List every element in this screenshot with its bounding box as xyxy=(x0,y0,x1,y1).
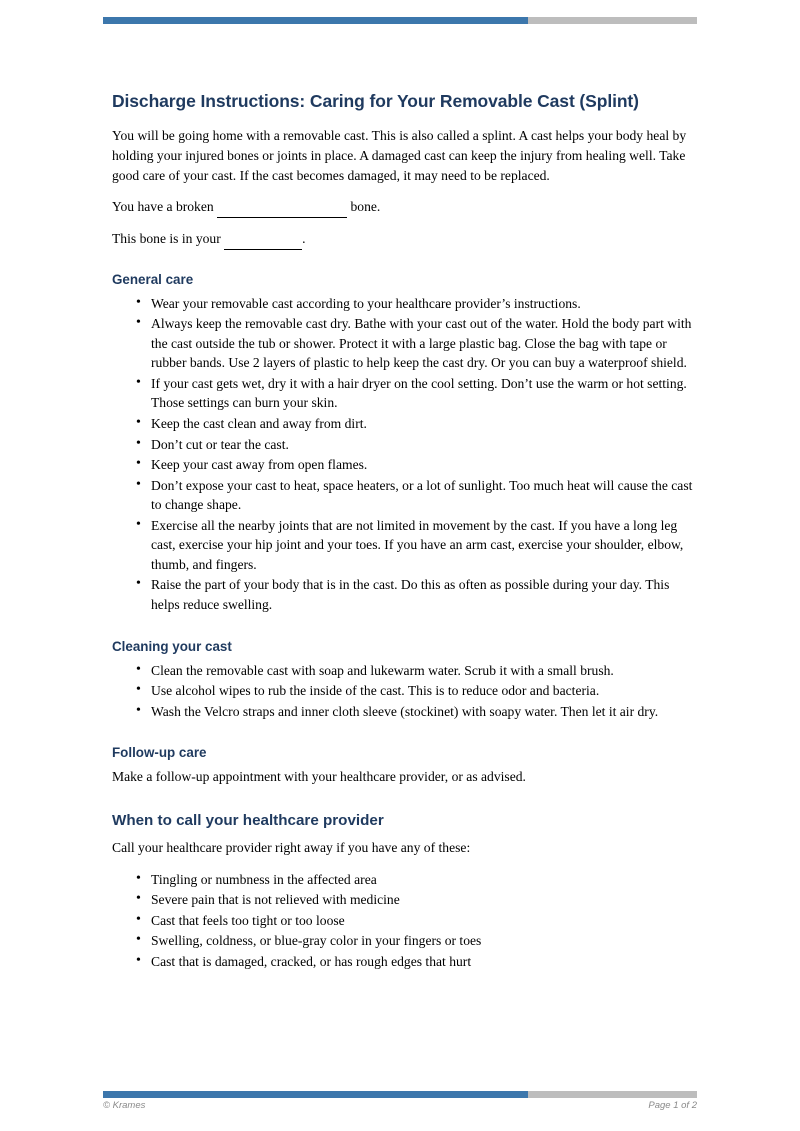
cleaning-your-cast-list xyxy=(112,661,696,722)
list-item: • Clean the removable cast with soap and lukewarm water. Scrub it with a small brush. xyxy=(151,661,696,681)
bone-location-blank-field[interactable] xyxy=(224,229,302,250)
header-rule xyxy=(103,17,697,24)
list-item: • Swelling, coldness, or blue-gray color in your fingers or toes xyxy=(151,931,696,951)
when-to-call-list xyxy=(112,870,696,972)
document-content xyxy=(112,90,696,973)
page-title: Discharge Instructions: Caring for Your Removable Cast (Splint) xyxy=(112,91,639,111)
footer-rule xyxy=(103,1091,697,1098)
general-care-list xyxy=(112,294,696,615)
bone-location-label-before: This bone is in your xyxy=(112,230,221,246)
list-item: • Tingling or numbness in the affected area xyxy=(151,870,696,890)
header-rule-blue-segment xyxy=(103,17,528,24)
list-item: • Use alcohol wipes to rub the inside of the cast. This is to reduce odor and bacteria. xyxy=(151,681,696,701)
list-item: • Wash the Velcro straps and inner cloth sleeve (stockinet) with soapy water. Then let it air dry. xyxy=(151,702,696,722)
follow-up-care-paragraph: Make a follow-up appointment with your healthcare provider, or as advised. xyxy=(112,769,526,785)
list-item: • Cast that feels too tight or too loose xyxy=(151,911,696,931)
footer-rule-blue-segment xyxy=(103,1091,528,1098)
section-heading-when-to-call: When to call your healthcare provider xyxy=(112,812,384,829)
list-item: • Severe pain that is not relieved with medicine xyxy=(151,890,696,910)
list-item: • Don’t cut or tear the cast. xyxy=(151,435,696,455)
page-footer xyxy=(103,1100,697,1111)
broken-bone-blank-field[interactable] xyxy=(217,197,347,218)
intro-paragraph: You will be going home with a removable cast. This is also called a splint. A cast helps your body heal by holding your injured bones or joints in place. A damaged cast can keep the injury from healing well. Take good care of your cast. If the cast becomes damaged, it may need to be replaced. xyxy=(112,128,687,183)
list-item: • Always keep the removable cast dry. Bathe with your cast out of the water. Hold the body part with the cast outside the tub or shower. Protect it with a large plastic bag. Close the bag with tape or rubber bands. Use 2 layers of plastic to help keep the cast dry. Or you can buy a waterproof shield. xyxy=(151,314,696,373)
broken-bone-fill-in-line xyxy=(112,197,696,218)
header-rule-gray-segment xyxy=(528,17,697,24)
broken-bone-label-before: You have a broken xyxy=(112,199,214,215)
footer-rule-gray-segment xyxy=(528,1091,697,1098)
section-heading-follow-up-care: Follow-up care xyxy=(112,745,207,761)
section-heading-general-care: General care xyxy=(112,271,194,287)
bone-location-label-after: . xyxy=(302,230,306,246)
list-item: • Keep the cast clean and away from dirt. xyxy=(151,414,696,434)
broken-bone-label-after: bone. xyxy=(350,199,381,215)
list-item: • Keep your cast away from open flames. xyxy=(151,455,696,475)
page-number: Page 1 of 2 xyxy=(648,1100,697,1111)
list-item: • Cast that is damaged, cracked, or has rough edges that hurt xyxy=(151,952,696,972)
when-to-call-paragraph: Call your healthcare provider right away if you have any of these: xyxy=(112,840,471,855)
section-heading-cleaning-your-cast: Cleaning your cast xyxy=(112,638,232,654)
copyright-notice: © Krames xyxy=(103,1100,146,1111)
list-item: • If your cast gets wet, dry it with a hair dryer on the cool setting. Don’t use the warm or hot setting. Those settings can burn your skin. xyxy=(151,374,696,413)
bone-location-fill-in-line xyxy=(112,229,696,250)
list-item: • Wear your removable cast according to your healthcare provider’s instructions. xyxy=(151,294,696,314)
list-item: • Exercise all the nearby joints that are not limited in movement by the cast. If you have a long leg cast, exercise your hip joint and your toes. If you have an arm cast, exercise your shoulder, elbow, thumb, and fingers. xyxy=(151,516,696,575)
list-item: • Raise the part of your body that is in the cast. Do this as often as possible during your day. This helps reduce swelling. xyxy=(151,575,696,614)
list-item: • Don’t expose your cast to heat, space heaters, or a lot of sunlight. Too much heat will cause the cast to change shape. xyxy=(151,476,696,515)
